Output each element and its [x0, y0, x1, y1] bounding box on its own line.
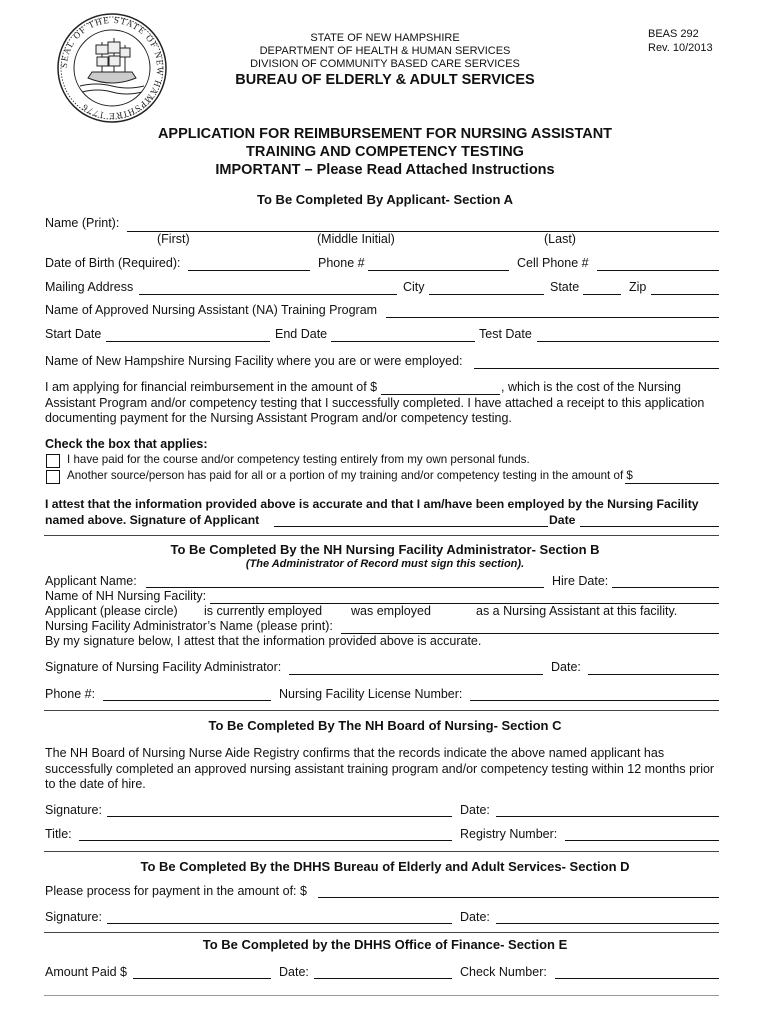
option-currently-employed[interactable]: is currently employed [204, 604, 323, 618]
license-number-label: Nursing Facility License Number: [279, 687, 463, 701]
section-b-heading: To Be Completed By the NH Nursing Facility Administrator- Section B [170, 542, 600, 557]
bureau-date-field[interactable] [496, 923, 719, 924]
check-number-label: Check Number: [460, 965, 547, 979]
mailing-address-label: Mailing Address [45, 280, 134, 294]
payment-amount-label: Please process for payment in the amount of: $ [45, 884, 307, 898]
form-code: BEAS 292 [648, 28, 699, 40]
city-field[interactable] [429, 294, 544, 295]
cell-phone-field[interactable] [597, 270, 719, 271]
check-box-heading: Check the box that applies: [45, 437, 208, 451]
administrator-date-label: Date: [551, 660, 581, 674]
section-c-text-line1: The NH Board of Nursing Nurse Aide Registry confirms that the records indicate the above named applicant has [45, 746, 665, 760]
own-funds-option-label: I have paid for the course and/or competency testing entirely from my own personal funds. [67, 453, 530, 466]
revision-date: Rev. 10/2013 [648, 42, 713, 54]
hire-date-label: Hire Date: [552, 574, 609, 588]
city-label: City [403, 280, 425, 294]
cell-phone-label: Cell Phone # [517, 256, 589, 270]
administrator-signature-label: Signature of Nursing Facility Administrator: [45, 660, 282, 674]
payment-amount-field[interactable] [318, 897, 719, 898]
state-label: State [550, 280, 580, 294]
section-e-heading: To Be Completed by the DHHS Office of Finance- Section E [202, 937, 568, 952]
training-program-field[interactable] [386, 317, 719, 318]
state-seal-image [56, 12, 168, 124]
mailing-address-field[interactable] [139, 294, 397, 295]
phone-field[interactable] [368, 270, 509, 271]
training-program-label: Name of Approved Nursing Assistant (NA) Training Program [45, 303, 378, 317]
first-name-caption: (First) [157, 232, 190, 246]
attest-date-label: Date [549, 513, 576, 527]
as-nursing-assistant-text: as a Nursing Assistant at this facility. [476, 604, 678, 618]
form-title-line2: TRAINING AND COMPETENCY TESTING [246, 144, 524, 160]
applicant-date-field[interactable] [580, 526, 719, 527]
name-print-label: Name (Print): [45, 216, 120, 230]
applicant-name-field[interactable] [146, 587, 544, 588]
administrator-date-field[interactable] [588, 674, 719, 675]
reimbursement-text-1: I am applying for financial reimbursement in the amount of $ [45, 380, 378, 394]
phone-label: Phone # [318, 256, 365, 270]
section-c-text-line3: to the date of hire. [45, 777, 146, 791]
end-date-field[interactable] [331, 341, 475, 342]
check-number-field[interactable] [555, 978, 719, 979]
dob-label: Date of Birth (Required): [45, 256, 181, 270]
nh-facility-name-label: Name of NH Nursing Facility: [45, 589, 207, 603]
other-source-checkbox[interactable] [46, 470, 60, 484]
own-funds-checkbox[interactable] [46, 454, 60, 468]
header-state: STATE OF NEW HAMPSHIRE [310, 32, 460, 44]
attest-signature-label: named above. Signature of Applicant [45, 513, 260, 527]
zip-label: Zip [629, 280, 647, 294]
board-title-label: Title: [45, 827, 72, 841]
reimbursement-amount-field[interactable] [381, 394, 500, 395]
board-title-field[interactable] [79, 840, 452, 841]
facility-phone-field[interactable] [103, 700, 271, 701]
end-date-label: End Date [275, 327, 328, 341]
bottom-divider [44, 995, 719, 996]
header-department: DEPARTMENT OF HEALTH & HUMAN SERVICES [259, 45, 511, 57]
bureau-date-label: Date: [460, 910, 490, 924]
header-division: DIVISION OF COMMUNITY BASED CARE SERVICES [250, 58, 520, 70]
reimbursement-text-2: , which is the cost of the Nursing [501, 380, 681, 394]
section-d-divider [44, 932, 719, 933]
nursing-facility-label: Name of New Hampshire Nursing Facility where you are or were employed: [45, 354, 463, 368]
facility-phone-label: Phone #: [45, 687, 96, 701]
nursing-facility-field[interactable] [474, 368, 719, 369]
reimbursement-text-4: documenting payment for the Nursing Assistant Program and/or competency testing. [45, 411, 512, 425]
registry-number-label: Registry Number: [460, 827, 558, 841]
zip-field[interactable] [651, 294, 719, 295]
header-bureau: BUREAU OF ELDERLY & ADULT SERVICES [235, 72, 535, 88]
test-date-label: Test Date [479, 327, 532, 341]
license-number-field[interactable] [470, 700, 719, 701]
svg-text:SEAL OF THE STATE OF NEW HAMPS [59, 15, 165, 121]
dob-field[interactable] [188, 270, 310, 271]
board-signature-label: Signature: [45, 803, 102, 817]
applicant-signature-field[interactable] [274, 526, 548, 527]
attest-text-line1: I attest that the information provided above is accurate and that I am/have been employed by the Nursing Facility [45, 497, 699, 511]
board-date-label: Date: [460, 803, 490, 817]
form-title-line1: APPLICATION FOR REIMBURSEMENT FOR NURSING ASSISTANT [157, 126, 613, 142]
middle-initial-caption: (Middle Initial) [317, 232, 395, 246]
last-name-caption: (Last) [544, 232, 576, 246]
start-date-label: Start Date [45, 327, 102, 341]
test-date-field[interactable] [537, 341, 719, 342]
bureau-signature-field[interactable] [107, 923, 452, 924]
applicant-name-label: Applicant Name: [45, 574, 137, 588]
form-title-important: IMPORTANT – Please Read Attached Instructions [215, 162, 555, 178]
section-b-subheading: (The Administrator of Record must sign this section). [245, 558, 525, 570]
amount-paid-field[interactable] [133, 978, 271, 979]
bureau-signature-label: Signature: [45, 910, 102, 924]
section-a-divider [44, 535, 719, 536]
board-signature-field[interactable] [107, 816, 452, 817]
section-d-heading: To Be Completed By the DHHS Bureau of Elderly and Adult Services- Section D [140, 859, 630, 874]
state-field[interactable] [583, 294, 621, 295]
finance-date-field[interactable] [314, 978, 452, 979]
registry-number-field[interactable] [565, 840, 719, 841]
board-date-field[interactable] [496, 816, 719, 817]
other-source-option-label: Another source/person has paid for all or a portion of my training and/or competency testing in the amount of $ [67, 469, 633, 482]
section-b-attest-text: By my signature below, I attest that the information provided above is accurate. [45, 634, 482, 648]
amount-paid-label: Amount Paid $ [45, 965, 127, 979]
section-c-divider [44, 851, 719, 852]
name-print-field[interactable] [127, 231, 719, 232]
reimbursement-text-3: Assistant Program and/or competency testing that I successfully completed. I have attached a receipt to this application [45, 396, 705, 410]
section-b-divider [44, 710, 719, 711]
section-a-heading: To Be Completed By Applicant- Section A [257, 192, 513, 207]
hire-date-field[interactable] [612, 587, 719, 588]
finance-date-label: Date: [279, 965, 309, 979]
other-source-amount-field[interactable] [625, 483, 719, 484]
start-date-field[interactable] [106, 341, 270, 342]
administrator-signature-field[interactable] [289, 674, 543, 675]
section-c-text-line2: successfully completed an approved nursing assistant training program and/or competency testing within 12 months prior [45, 762, 715, 776]
administrator-name-label: Nursing Facility Administrator’s Name (please print): [45, 619, 333, 633]
option-was-employed[interactable]: was employed [351, 604, 431, 618]
please-circle-label: Applicant (please circle) [45, 604, 178, 618]
section-c-heading: To Be Completed By The NH Board of Nursing- Section C [208, 718, 562, 733]
seal-lettering: SEAL OF THE STATE OF NEW HAMPSHIRE 1776 [58, 14, 166, 122]
